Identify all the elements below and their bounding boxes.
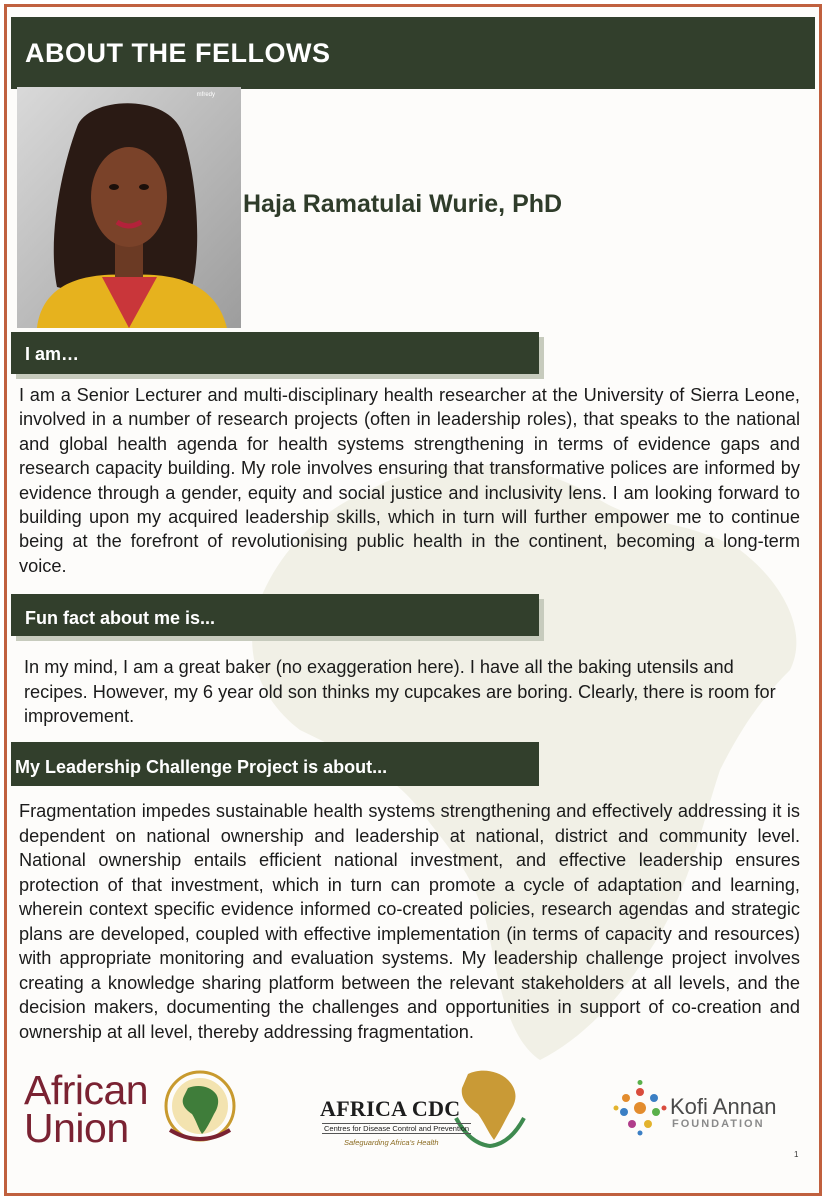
au-emblem-icon (158, 1068, 242, 1148)
page-title: ABOUT THE FELLOWS (25, 38, 331, 68)
au-logo-line2: Union (24, 1105, 129, 1151)
fellow-name: Haja Ramatulai Wurie, PhD (243, 190, 563, 218)
kofi-annan-foundation-logo (612, 1080, 794, 1136)
leadership-project-text: Fragmentation impedes sustainable health systems strengthening and effectively addressing it is dependent on national ownership and leadership at national, district and community level. National ownership entails efficient national investment, and effective leadership ensures protection of that investment, which in turn can promote a cycle of adaptation and learning, wherein context specific evidence informed co-created policies, research agendas and strategic plans are developed, coupled with effective implementation (in terms of capacity and resources) with appropriate monitoring and evaluation systems. My leadership challenge project involves creating a knowledge sharing platform between the relevant stakeholders at all levels, and the decision makers, documenting the challenges and opportunities in support of co-creation and ownership at all level, thereby addressing fragmentation. (19, 801, 800, 1042)
section-heading-fun-fact: Fun fact about me is... (11, 594, 539, 636)
section-heading-leadership-project: My Leadership Challenge Project is about... (11, 742, 539, 786)
portrait-image (17, 87, 241, 328)
africa-cdc-logo (318, 1068, 528, 1150)
header-bar (11, 17, 815, 89)
cdc-tagline: Safeguarding Africa's Health (344, 1138, 439, 1147)
section-heading-i-am: I am… (11, 332, 539, 374)
page-number: 1 (794, 1150, 799, 1159)
cdc-africa-map-icon (450, 1068, 528, 1148)
i-am-text: I am a Senior Lecturer and multi-disciplinary health researcher at the University of Sierra Leone, involved in a number of research projects (often in leadership roles), that speaks to the national and global health agenda for health systems strengthening in terms of evidence gaps and research capacity building. My role involves ensuring that transformative polices are informed by evidence through a gender, equity and social justice and inclusivity lens. I am looking forward to building upon my acquired leadership skills, which in turn will further empower me to continue being at the forefront of revolutionising public health in the continent, becoming a long-term voice. (19, 385, 800, 576)
kaf-name: Kofi Annan (670, 1094, 777, 1119)
cdc-title: AFRICA CDC (320, 1096, 461, 1121)
au-logo-line1: African (24, 1067, 149, 1113)
cdc-subtitle: Centres for Disease Control and Prevention (324, 1124, 470, 1133)
photo-tag: mfredy (196, 92, 215, 98)
kaf-foundation: FOUNDATION (672, 1118, 765, 1130)
african-union-logo (22, 1067, 242, 1151)
fellow-photo (17, 87, 241, 328)
kaf-dots-icon (612, 1080, 668, 1136)
fun-fact-text: In my mind, I am a great baker (no exaggeration here). I have all the baking utensils and recipes. However, my 6 year old son thinks my cupcakes are boring. Clearly, there is room for improvement. (24, 657, 776, 727)
